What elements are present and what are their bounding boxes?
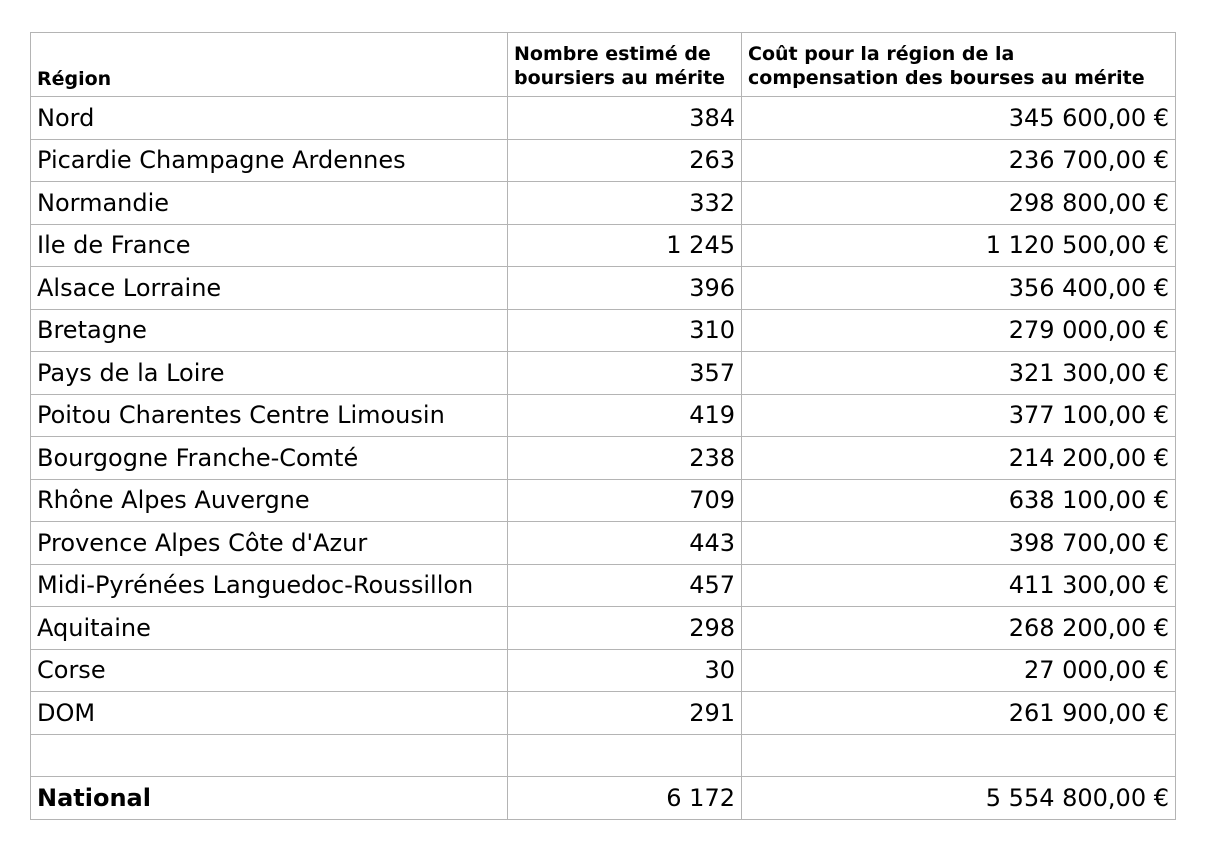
cell-region: Nord [31,97,508,140]
table-row [31,309,1176,352]
cell-region: DOM [31,692,508,735]
cell-region: Aquitaine [31,607,508,650]
cell-region: Alsace Lorraine [31,267,508,310]
empty-row [31,734,1176,777]
cell-region: Ile de France [31,224,508,267]
cell-region: Pays de la Loire [31,352,508,395]
cell-cost: 321 300,00 € [742,352,1176,395]
table-row [31,267,1176,310]
cell-count: 384 [508,97,742,140]
cell-region: Rhône Alpes Auvergne [31,479,508,522]
cell-count: 443 [508,522,742,565]
cell-cost: 356 400,00 € [742,267,1176,310]
cell-cost: 345 600,00 € [742,97,1176,140]
cell-count: 291 [508,692,742,735]
cell-count: 310 [508,309,742,352]
cell-count: 1 245 [508,224,742,267]
table-row [31,224,1176,267]
table-body [31,97,1176,820]
table-row [31,692,1176,735]
table-row [31,522,1176,565]
cell-region: Normandie [31,182,508,225]
cell-count: 357 [508,352,742,395]
table-row [31,564,1176,607]
table-row [31,479,1176,522]
cell-empty [31,734,508,777]
cell-region: Bourgogne Franche-Comté [31,437,508,480]
cell-cost: 261 900,00 € [742,692,1176,735]
cell-count: 298 [508,607,742,650]
cell-cost: 236 700,00 € [742,139,1176,182]
total-count: 6 172 [508,777,742,820]
cell-region: Poitou Charentes Centre Limousin [31,394,508,437]
cell-cost: 298 800,00 € [742,182,1176,225]
cell-count: 419 [508,394,742,437]
cell-cost: 1 120 500,00 € [742,224,1176,267]
header-count: Nombre estimé de boursiers au mérite [508,33,742,97]
cell-region: Provence Alpes Côte d'Azur [31,522,508,565]
cell-empty [508,734,742,777]
cell-cost: 268 200,00 € [742,607,1176,650]
cell-empty [742,734,1176,777]
table-row [31,182,1176,225]
total-region: National [31,777,508,820]
cell-count: 396 [508,267,742,310]
cell-count: 457 [508,564,742,607]
table-row [31,394,1176,437]
cell-cost: 638 100,00 € [742,479,1176,522]
cell-region: Corse [31,649,508,692]
table-row [31,437,1176,480]
cell-count: 263 [508,139,742,182]
cell-cost: 27 000,00 € [742,649,1176,692]
cell-cost: 398 700,00 € [742,522,1176,565]
total-cost: 5 554 800,00 € [742,777,1176,820]
cell-count: 30 [508,649,742,692]
cell-region: Midi-Pyrénées Languedoc-Roussillon [31,564,508,607]
cell-cost: 377 100,00 € [742,394,1176,437]
bursary-table [30,32,1176,820]
cell-count: 332 [508,182,742,225]
cell-cost: 279 000,00 € [742,309,1176,352]
cell-cost: 214 200,00 € [742,437,1176,480]
header-region: Région [31,33,508,97]
header-row [31,33,1176,97]
cell-cost: 411 300,00 € [742,564,1176,607]
table-row [31,352,1176,395]
cell-count: 709 [508,479,742,522]
header-cost: Coût pour la région de la compensation des bourses au mérite [742,33,1176,97]
cell-region: Picardie Champagne Ardennes [31,139,508,182]
table-row [31,139,1176,182]
table-row [31,649,1176,692]
cell-region: Bretagne [31,309,508,352]
total-row [31,777,1176,820]
table-row [31,97,1176,140]
cell-count: 238 [508,437,742,480]
table-row [31,607,1176,650]
